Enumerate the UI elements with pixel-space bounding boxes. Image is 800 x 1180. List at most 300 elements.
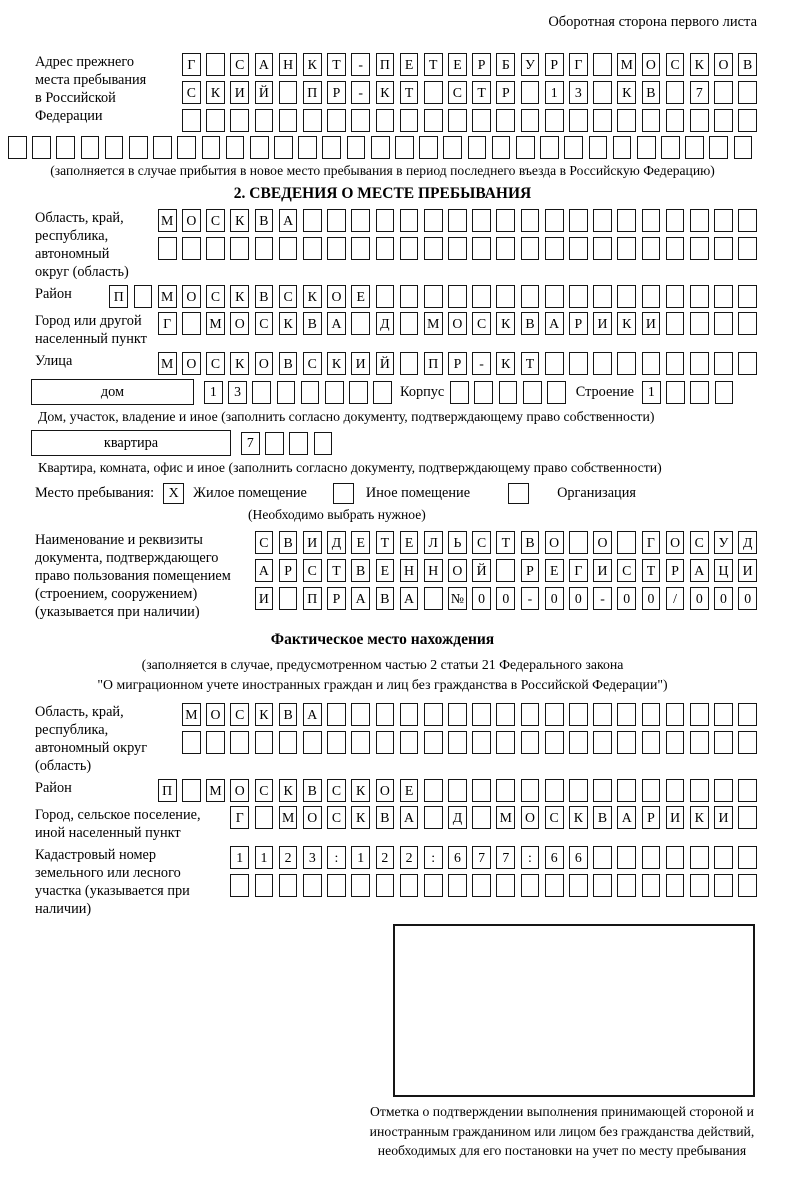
char-cell[interactable]: О: [448, 559, 467, 582]
char-cell[interactable]: С: [690, 531, 709, 554]
char-cell[interactable]: [472, 285, 491, 308]
char-cell[interactable]: [327, 209, 346, 232]
char-cell[interactable]: В: [351, 559, 370, 582]
char-cell[interactable]: :: [424, 846, 443, 869]
char-cell[interactable]: [545, 703, 564, 726]
char-cell[interactable]: [400, 109, 419, 132]
char-cell[interactable]: [496, 559, 515, 582]
char-cell[interactable]: М: [206, 779, 225, 802]
char-cell[interactable]: [690, 874, 709, 897]
char-cell[interactable]: [642, 731, 661, 754]
char-cell[interactable]: [685, 136, 704, 159]
char-cell[interactable]: [714, 285, 733, 308]
char-cell[interactable]: [666, 109, 685, 132]
char-cell[interactable]: Г: [182, 53, 201, 76]
char-cell[interactable]: [593, 109, 612, 132]
char-cell[interactable]: К: [255, 703, 274, 726]
char-cell[interactable]: О: [230, 312, 249, 335]
char-cell[interactable]: [424, 209, 443, 232]
char-cell[interactable]: [325, 381, 344, 404]
char-cell[interactable]: В: [303, 312, 322, 335]
char-cell[interactable]: [448, 109, 467, 132]
char-cell[interactable]: [472, 703, 491, 726]
char-cell[interactable]: [738, 81, 757, 104]
char-cell[interactable]: М: [279, 806, 298, 829]
char-cell[interactable]: [376, 703, 395, 726]
char-cell[interactable]: [569, 731, 588, 754]
char-cell[interactable]: А: [255, 53, 274, 76]
char-cell[interactable]: [617, 731, 636, 754]
char-cell[interactable]: [202, 136, 221, 159]
char-cell[interactable]: С: [206, 209, 225, 232]
char-cell[interactable]: 0: [496, 587, 515, 610]
char-cell[interactable]: [545, 352, 564, 375]
char-cell[interactable]: Т: [496, 531, 515, 554]
char-cell[interactable]: [400, 731, 419, 754]
char-cell[interactable]: С: [255, 531, 274, 554]
char-cell[interactable]: [81, 136, 100, 159]
char-cell[interactable]: Т: [327, 53, 346, 76]
char-cell[interactable]: [642, 237, 661, 260]
char-cell[interactable]: О: [545, 531, 564, 554]
char-cell[interactable]: -: [593, 587, 612, 610]
char-cell[interactable]: [376, 237, 395, 260]
char-cell[interactable]: М: [182, 703, 201, 726]
char-cell[interactable]: [400, 874, 419, 897]
char-cell[interactable]: [177, 136, 196, 159]
char-cell[interactable]: [230, 237, 249, 260]
char-cell[interactable]: [230, 731, 249, 754]
char-cell[interactable]: [738, 237, 757, 260]
char-cell[interactable]: [593, 874, 612, 897]
char-cell[interactable]: [496, 209, 515, 232]
char-cell[interactable]: 0: [714, 587, 733, 610]
char-cell[interactable]: [547, 381, 566, 404]
char-cell[interactable]: [593, 352, 612, 375]
char-cell[interactable]: [158, 237, 177, 260]
char-cell[interactable]: [351, 703, 370, 726]
char-cell[interactable]: 0: [569, 587, 588, 610]
char-cell[interactable]: В: [593, 806, 612, 829]
char-cell[interactable]: [351, 312, 370, 335]
char-cell[interactable]: [351, 237, 370, 260]
char-cell[interactable]: [666, 352, 685, 375]
char-cell[interactable]: К: [617, 312, 636, 335]
house-type-box[interactable]: дом: [31, 379, 194, 405]
char-cell[interactable]: [521, 779, 540, 802]
char-cell[interactable]: О: [182, 209, 201, 232]
char-cell[interactable]: Е: [400, 779, 419, 802]
char-cell[interactable]: [617, 109, 636, 132]
char-cell[interactable]: С: [255, 779, 274, 802]
char-cell[interactable]: [303, 237, 322, 260]
char-cell[interactable]: О: [714, 53, 733, 76]
char-cell[interactable]: [279, 874, 298, 897]
char-cell[interactable]: Р: [666, 559, 685, 582]
char-cell[interactable]: О: [376, 779, 395, 802]
char-cell[interactable]: [642, 109, 661, 132]
char-cell[interactable]: [182, 312, 201, 335]
char-cell[interactable]: П: [424, 352, 443, 375]
char-cell[interactable]: Р: [545, 53, 564, 76]
char-cell[interactable]: [617, 846, 636, 869]
char-cell[interactable]: В: [279, 531, 298, 554]
char-cell[interactable]: Р: [521, 559, 540, 582]
char-cell[interactable]: М: [158, 209, 177, 232]
char-cell[interactable]: О: [182, 352, 201, 375]
char-cell[interactable]: [734, 136, 753, 159]
char-cell[interactable]: [738, 874, 757, 897]
char-cell[interactable]: 1: [230, 846, 249, 869]
char-cell[interactable]: [327, 874, 346, 897]
char-cell[interactable]: С: [230, 53, 249, 76]
char-cell[interactable]: [617, 874, 636, 897]
char-cell[interactable]: [448, 874, 467, 897]
char-cell[interactable]: [593, 209, 612, 232]
char-cell[interactable]: [545, 109, 564, 132]
char-cell[interactable]: [545, 285, 564, 308]
char-cell[interactable]: Б: [496, 53, 515, 76]
char-cell[interactable]: [327, 109, 346, 132]
char-cell[interactable]: М: [158, 352, 177, 375]
char-cell[interactable]: [496, 779, 515, 802]
char-cell[interactable]: А: [279, 209, 298, 232]
char-cell[interactable]: [448, 703, 467, 726]
char-cell[interactable]: Г: [158, 312, 177, 335]
char-cell[interactable]: [569, 779, 588, 802]
char-cell[interactable]: [472, 874, 491, 897]
char-cell[interactable]: К: [569, 806, 588, 829]
char-cell[interactable]: [666, 731, 685, 754]
char-cell[interactable]: [521, 731, 540, 754]
char-cell[interactable]: В: [255, 209, 274, 232]
char-cell[interactable]: [545, 209, 564, 232]
char-cell[interactable]: В: [376, 806, 395, 829]
char-cell[interactable]: [347, 136, 366, 159]
char-cell[interactable]: [569, 531, 588, 554]
char-cell[interactable]: [569, 874, 588, 897]
char-cell[interactable]: [182, 779, 201, 802]
char-cell[interactable]: [714, 237, 733, 260]
char-cell[interactable]: А: [545, 312, 564, 335]
char-cell[interactable]: [715, 381, 734, 404]
char-cell[interactable]: [265, 432, 284, 455]
char-cell[interactable]: С: [617, 559, 636, 582]
char-cell[interactable]: [666, 846, 685, 869]
char-cell[interactable]: В: [738, 53, 757, 76]
char-cell[interactable]: [593, 846, 612, 869]
char-cell[interactable]: [472, 731, 491, 754]
char-cell[interactable]: К: [230, 285, 249, 308]
char-cell[interactable]: [521, 81, 540, 104]
char-cell[interactable]: В: [521, 531, 540, 554]
char-cell[interactable]: В: [279, 703, 298, 726]
char-cell[interactable]: М: [617, 53, 636, 76]
char-cell[interactable]: [496, 703, 515, 726]
char-cell[interactable]: [129, 136, 148, 159]
char-cell[interactable]: 7: [496, 846, 515, 869]
char-cell[interactable]: [496, 109, 515, 132]
char-cell[interactable]: С: [448, 81, 467, 104]
char-cell[interactable]: [327, 237, 346, 260]
char-cell[interactable]: К: [303, 285, 322, 308]
char-cell[interactable]: 6: [448, 846, 467, 869]
char-cell[interactable]: Р: [327, 587, 346, 610]
char-cell[interactable]: [569, 109, 588, 132]
char-cell[interactable]: С: [206, 285, 225, 308]
char-cell[interactable]: У: [521, 53, 540, 76]
char-cell[interactable]: О: [593, 531, 612, 554]
char-cell[interactable]: [230, 874, 249, 897]
char-cell[interactable]: О: [666, 531, 685, 554]
char-cell[interactable]: [492, 136, 511, 159]
char-cell[interactable]: [206, 731, 225, 754]
char-cell[interactable]: [709, 136, 728, 159]
char-cell[interactable]: К: [327, 352, 346, 375]
char-cell[interactable]: [424, 731, 443, 754]
char-cell[interactable]: Г: [230, 806, 249, 829]
char-cell[interactable]: М: [158, 285, 177, 308]
char-cell[interactable]: 2: [400, 846, 419, 869]
char-cell[interactable]: Л: [424, 531, 443, 554]
char-cell[interactable]: [252, 381, 271, 404]
char-cell[interactable]: [279, 587, 298, 610]
char-cell[interactable]: [690, 209, 709, 232]
char-cell[interactable]: [472, 109, 491, 132]
char-cell[interactable]: А: [400, 587, 419, 610]
char-cell[interactable]: [714, 352, 733, 375]
char-cell[interactable]: С: [666, 53, 685, 76]
char-cell[interactable]: К: [376, 81, 395, 104]
char-cell[interactable]: [521, 237, 540, 260]
char-cell[interactable]: И: [738, 559, 757, 582]
char-cell[interactable]: [448, 237, 467, 260]
char-cell[interactable]: [666, 209, 685, 232]
char-cell[interactable]: [593, 731, 612, 754]
char-cell[interactable]: [424, 285, 443, 308]
char-cell[interactable]: 1: [204, 381, 223, 404]
char-cell[interactable]: 6: [545, 846, 564, 869]
char-cell[interactable]: В: [279, 352, 298, 375]
char-cell[interactable]: [593, 703, 612, 726]
char-cell[interactable]: [714, 81, 733, 104]
char-cell[interactable]: И: [642, 312, 661, 335]
char-cell[interactable]: Ц: [714, 559, 733, 582]
char-cell[interactable]: [593, 779, 612, 802]
char-cell[interactable]: [424, 703, 443, 726]
char-cell[interactable]: Е: [400, 53, 419, 76]
char-cell[interactable]: №: [448, 587, 467, 610]
char-cell[interactable]: [666, 312, 685, 335]
char-cell[interactable]: В: [255, 285, 274, 308]
char-cell[interactable]: [714, 846, 733, 869]
char-cell[interactable]: [516, 136, 535, 159]
char-cell[interactable]: [371, 136, 390, 159]
char-cell[interactable]: [400, 312, 419, 335]
char-cell[interactable]: [496, 731, 515, 754]
char-cell[interactable]: [279, 731, 298, 754]
char-cell[interactable]: А: [303, 703, 322, 726]
char-cell[interactable]: 1: [642, 381, 661, 404]
char-cell[interactable]: К: [496, 352, 515, 375]
char-cell[interactable]: [255, 109, 274, 132]
char-cell[interactable]: [738, 703, 757, 726]
char-cell[interactable]: 0: [690, 587, 709, 610]
char-cell[interactable]: 0: [642, 587, 661, 610]
char-cell[interactable]: [255, 237, 274, 260]
char-cell[interactable]: Г: [642, 531, 661, 554]
char-cell[interactable]: [255, 874, 274, 897]
char-cell[interactable]: [666, 703, 685, 726]
char-cell[interactable]: П: [109, 285, 128, 308]
char-cell[interactable]: [593, 285, 612, 308]
char-cell[interactable]: И: [593, 559, 612, 582]
char-cell[interactable]: И: [255, 587, 274, 610]
char-cell[interactable]: О: [448, 312, 467, 335]
char-cell[interactable]: [395, 136, 414, 159]
char-cell[interactable]: О: [182, 285, 201, 308]
char-cell[interactable]: [448, 285, 467, 308]
char-cell[interactable]: И: [714, 806, 733, 829]
char-cell[interactable]: [376, 731, 395, 754]
char-cell[interactable]: [226, 136, 245, 159]
char-cell[interactable]: К: [230, 352, 249, 375]
char-cell[interactable]: [327, 703, 346, 726]
char-cell[interactable]: [182, 237, 201, 260]
char-cell[interactable]: [690, 731, 709, 754]
char-cell[interactable]: С: [327, 806, 346, 829]
char-cell[interactable]: [472, 806, 491, 829]
char-cell[interactable]: [569, 703, 588, 726]
char-cell[interactable]: [714, 109, 733, 132]
char-cell[interactable]: [642, 846, 661, 869]
char-cell[interactable]: Р: [496, 81, 515, 104]
char-cell[interactable]: [351, 209, 370, 232]
char-cell[interactable]: М: [424, 312, 443, 335]
char-cell[interactable]: [376, 874, 395, 897]
char-cell[interactable]: [738, 285, 757, 308]
char-cell[interactable]: [349, 381, 368, 404]
char-cell[interactable]: С: [230, 703, 249, 726]
char-cell[interactable]: Г: [569, 559, 588, 582]
char-cell[interactable]: [206, 53, 225, 76]
char-cell[interactable]: -: [472, 352, 491, 375]
char-cell[interactable]: 0: [617, 587, 636, 610]
char-cell[interactable]: [569, 209, 588, 232]
char-cell[interactable]: [424, 109, 443, 132]
char-cell[interactable]: [450, 381, 469, 404]
char-cell[interactable]: Р: [642, 806, 661, 829]
char-cell[interactable]: [545, 779, 564, 802]
char-cell[interactable]: [134, 285, 153, 308]
char-cell[interactable]: [642, 209, 661, 232]
char-cell[interactable]: [301, 381, 320, 404]
char-cell[interactable]: -: [351, 53, 370, 76]
char-cell[interactable]: [400, 209, 419, 232]
char-cell[interactable]: [424, 806, 443, 829]
char-cell[interactable]: [545, 731, 564, 754]
char-cell[interactable]: [8, 136, 27, 159]
char-cell[interactable]: Н: [400, 559, 419, 582]
char-cell[interactable]: [289, 432, 308, 455]
char-cell[interactable]: С: [472, 531, 491, 554]
char-cell[interactable]: [690, 779, 709, 802]
char-cell[interactable]: К: [279, 779, 298, 802]
char-cell[interactable]: 7: [472, 846, 491, 869]
char-cell[interactable]: Т: [400, 81, 419, 104]
char-cell[interactable]: С: [182, 81, 201, 104]
char-cell[interactable]: [617, 779, 636, 802]
char-cell[interactable]: [496, 285, 515, 308]
char-cell[interactable]: С: [303, 352, 322, 375]
char-cell[interactable]: 0: [472, 587, 491, 610]
char-cell[interactable]: [666, 874, 685, 897]
char-cell[interactable]: /: [666, 587, 685, 610]
char-cell[interactable]: [298, 136, 317, 159]
char-cell[interactable]: А: [327, 312, 346, 335]
char-cell[interactable]: [690, 381, 709, 404]
char-cell[interactable]: О: [521, 806, 540, 829]
stay-option-organization-checkbox[interactable]: [508, 483, 529, 504]
char-cell[interactable]: [424, 81, 443, 104]
char-cell[interactable]: [738, 352, 757, 375]
char-cell[interactable]: :: [521, 846, 540, 869]
char-cell[interactable]: С: [545, 806, 564, 829]
char-cell[interactable]: Е: [351, 285, 370, 308]
char-cell[interactable]: В: [303, 779, 322, 802]
char-cell[interactable]: К: [351, 779, 370, 802]
char-cell[interactable]: [637, 136, 656, 159]
char-cell[interactable]: [424, 874, 443, 897]
char-cell[interactable]: [303, 731, 322, 754]
char-cell[interactable]: [351, 731, 370, 754]
char-cell[interactable]: [666, 381, 685, 404]
char-cell[interactable]: [400, 237, 419, 260]
char-cell[interactable]: [714, 779, 733, 802]
char-cell[interactable]: [714, 703, 733, 726]
char-cell[interactable]: К: [617, 81, 636, 104]
char-cell[interactable]: [255, 806, 274, 829]
char-cell[interactable]: [569, 352, 588, 375]
char-cell[interactable]: Р: [472, 53, 491, 76]
char-cell[interactable]: [714, 209, 733, 232]
char-cell[interactable]: М: [496, 806, 515, 829]
char-cell[interactable]: Ь: [448, 531, 467, 554]
char-cell[interactable]: [666, 285, 685, 308]
char-cell[interactable]: [468, 136, 487, 159]
char-cell[interactable]: [424, 779, 443, 802]
char-cell[interactable]: О: [642, 53, 661, 76]
char-cell[interactable]: Й: [255, 81, 274, 104]
char-cell[interactable]: Д: [738, 531, 757, 554]
char-cell[interactable]: [105, 136, 124, 159]
char-cell[interactable]: [545, 237, 564, 260]
char-cell[interactable]: [666, 81, 685, 104]
char-cell[interactable]: -: [521, 587, 540, 610]
char-cell[interactable]: [250, 136, 269, 159]
char-cell[interactable]: О: [327, 285, 346, 308]
char-cell[interactable]: [400, 285, 419, 308]
char-cell[interactable]: [738, 846, 757, 869]
char-cell[interactable]: [690, 846, 709, 869]
char-cell[interactable]: И: [303, 531, 322, 554]
char-cell[interactable]: К: [279, 312, 298, 335]
char-cell[interactable]: П: [158, 779, 177, 802]
char-cell[interactable]: [443, 136, 462, 159]
char-cell[interactable]: [738, 779, 757, 802]
char-cell[interactable]: 0: [738, 587, 757, 610]
char-cell[interactable]: [642, 779, 661, 802]
